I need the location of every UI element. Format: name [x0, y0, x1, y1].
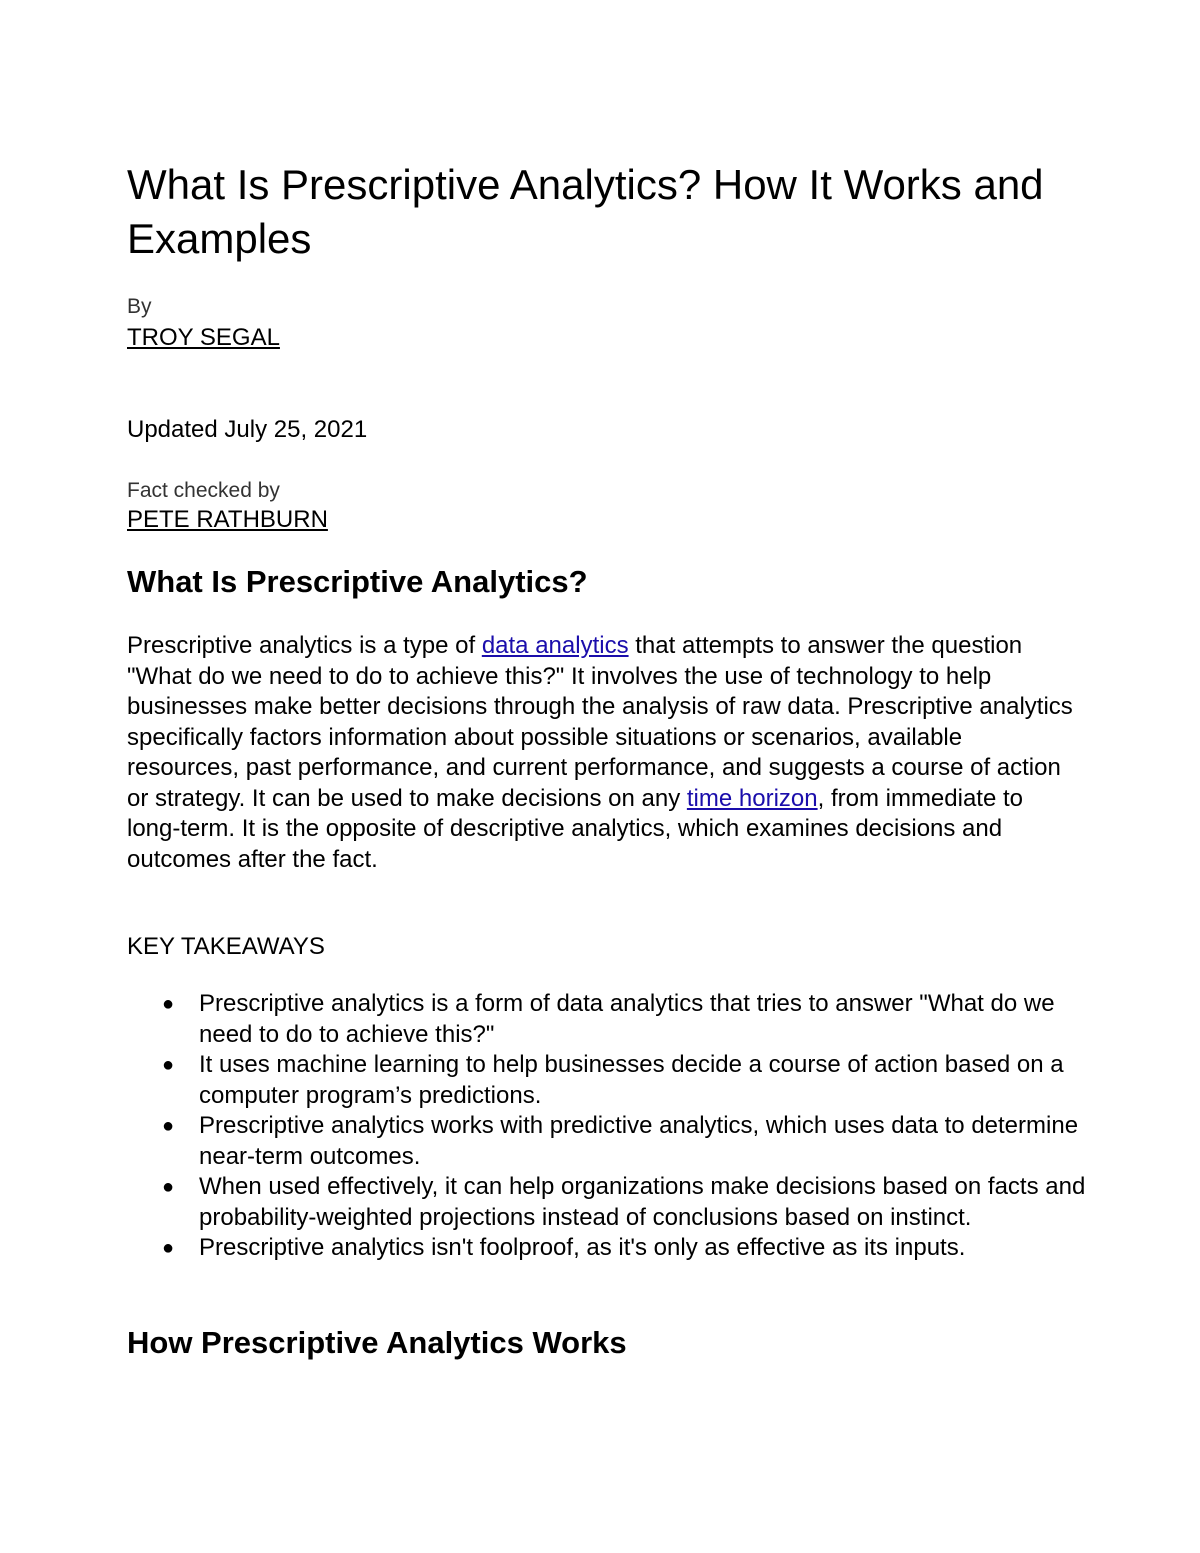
list-item-text: Prescriptive analytics isn't foolproof, as it's only as effective as its inputs.: [199, 1234, 966, 1261]
bullet-icon: ●: [162, 1115, 175, 1137]
key-takeaways-label: KEY TAKEAWAYS: [127, 933, 325, 960]
intro-text-1: Prescriptive analytics is a type of: [127, 632, 482, 659]
updated-date: Updated July 25, 2021: [127, 416, 368, 443]
list-item-text: It uses machine learning to help businesses decide a course of action based on a computer program’s predictions.: [199, 1051, 1064, 1109]
bullet-icon: ●: [162, 1237, 175, 1259]
list-item: [127, 989, 1087, 1050]
key-takeaways-list: [127, 989, 1087, 1264]
list-item: [127, 1111, 1087, 1172]
intro-text-3: , from immediate to long-term. It is the opposite of descriptive analytics, which examines decisions and outcomes after the fact.: [127, 784, 1024, 873]
fact-checked-label: Fact checked by: [127, 479, 280, 502]
bullet-icon: ●: [162, 1176, 175, 1198]
fact-checker-link[interactable]: PETE RATHBURN: [127, 506, 328, 533]
article-title: What Is Prescriptive Analytics? How It Works and Examples: [127, 161, 1044, 262]
list-item: [127, 1050, 1087, 1111]
list-item: [127, 1233, 1087, 1264]
bullet-icon: ●: [162, 993, 175, 1015]
section-heading-how-it-works: How Prescriptive Analytics Works: [127, 1325, 627, 1360]
list-item: [127, 1172, 1087, 1233]
section-heading-what-is: What Is Prescriptive Analytics?: [127, 564, 588, 599]
author-link[interactable]: TROY SEGAL: [127, 324, 280, 351]
intro-text-2: that attempts to answer the question "What do we need to do to achieve this?" It involves the use of technology to help businesses make better decisions through the analysis of raw data. Prescriptive analytics specifically factors information about possible situations or scenarios, available resources, past performance, and current performance, and suggests a course of action or strategy. It can be used to make decisions on any: [127, 632, 1073, 812]
data-analytics-link[interactable]: data analytics: [481, 632, 629, 659]
list-item-text: When used effectively, it can help organizations make decisions based on facts and probability-weighted projections instead of conclusions based on instinct.: [199, 1173, 1086, 1231]
intro-paragraph: [127, 631, 1077, 875]
byline-label: By: [127, 295, 152, 318]
list-item-text: Prescriptive analytics is a form of data analytics that tries to answer "What do we need to do to achieve this?": [199, 990, 1055, 1048]
time-horizon-link[interactable]: time horizon: [686, 784, 818, 812]
list-item-text: Prescriptive analytics works with predictive analytics, which uses data to determine near-term outcomes.: [199, 1112, 1079, 1170]
bullet-icon: ●: [162, 1054, 175, 1076]
